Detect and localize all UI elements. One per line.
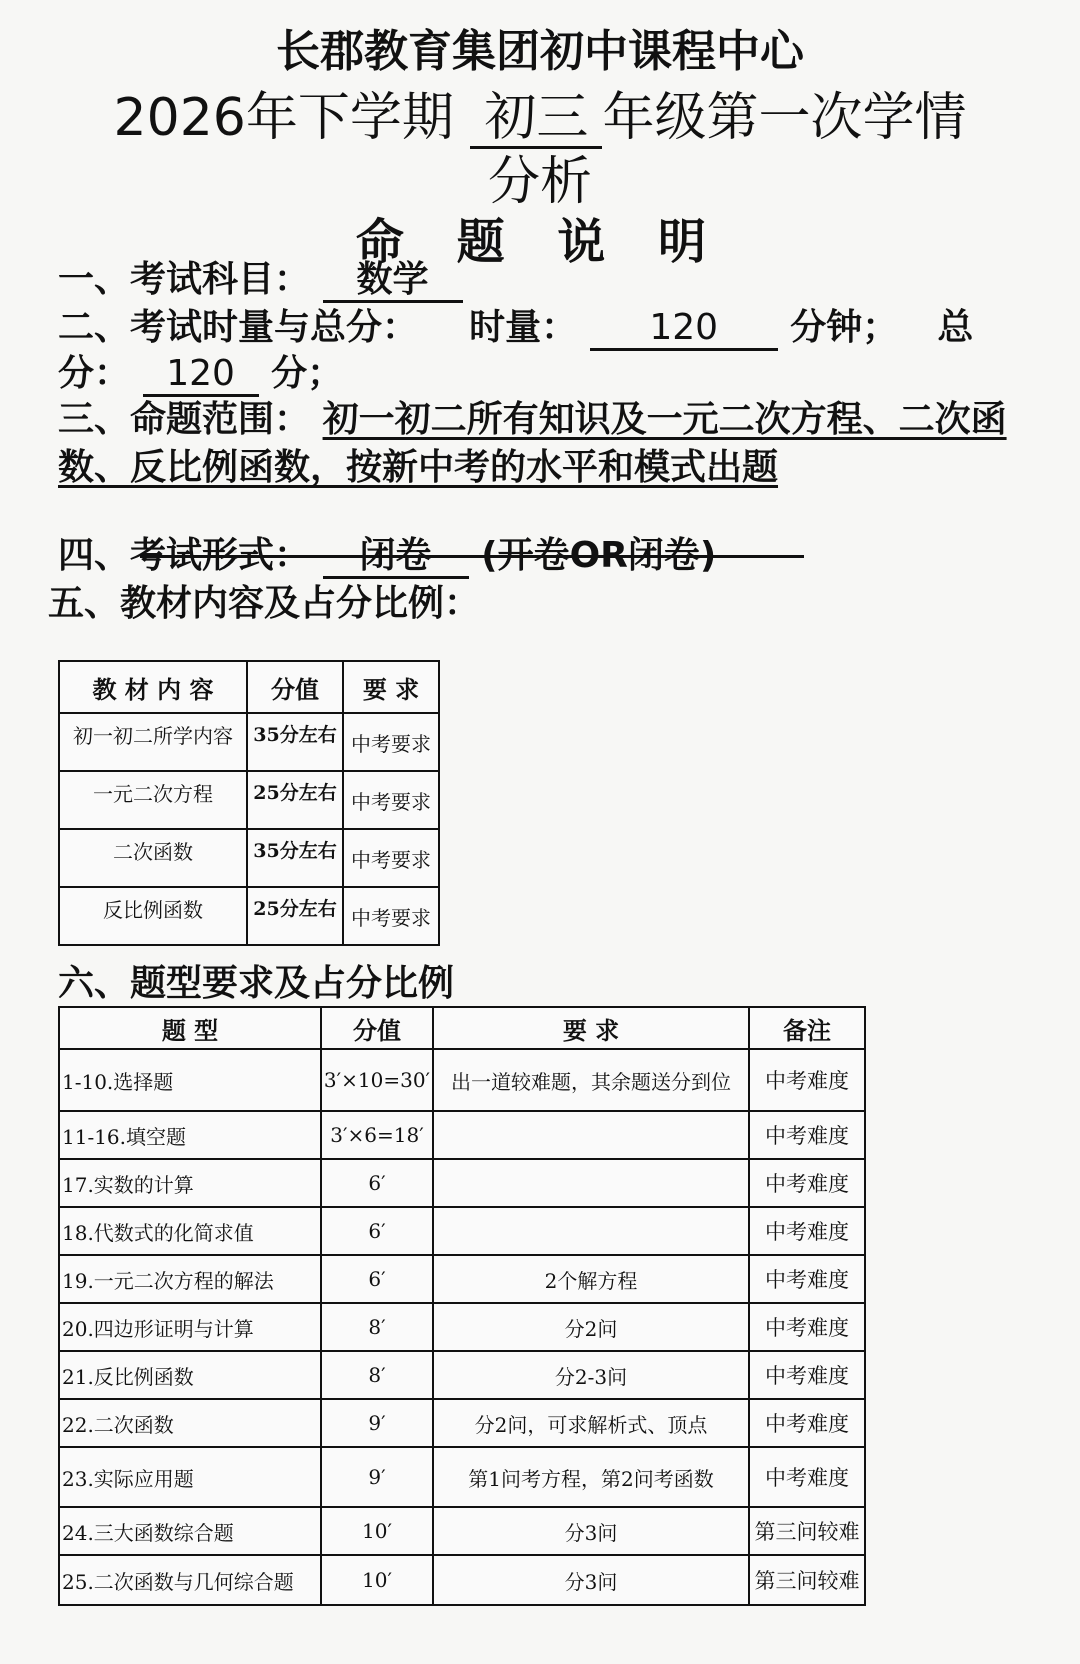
question-type-cell: 22.二次函数 xyxy=(59,1399,321,1447)
question-type-cell: 1-10.选择题 xyxy=(59,1049,321,1111)
requirement-cell: 中考要求 xyxy=(343,713,439,771)
score-cell: 6′ xyxy=(321,1207,433,1255)
subject-label: 一、考试科目： xyxy=(58,259,311,300)
table-row xyxy=(59,1351,865,1399)
scope-label: 三、命题范围： xyxy=(58,399,311,440)
note-cell: 中考难度 xyxy=(749,1447,865,1507)
header-cell: 分值 xyxy=(321,1007,433,1049)
requirement-cell: 分3问 xyxy=(433,1507,749,1555)
time-prefix: 时量： xyxy=(469,307,578,348)
header-cell: 要 求 xyxy=(433,1007,749,1049)
table-row xyxy=(59,1049,865,1111)
total-label-b: 分： xyxy=(58,353,131,394)
table-row xyxy=(59,887,439,945)
requirement-cell: 中考要求 xyxy=(343,829,439,887)
table-row xyxy=(59,1159,865,1207)
time-unit: 分钟； xyxy=(790,307,899,348)
form-value: 闭卷 xyxy=(323,538,469,579)
note-cell: 中考难度 xyxy=(749,1049,865,1111)
note-cell: 中考难度 xyxy=(749,1207,865,1255)
total-value: 120 xyxy=(143,356,259,397)
score-cell: 10′ xyxy=(321,1555,433,1605)
table-row xyxy=(59,829,439,887)
note-cell: 中考难度 xyxy=(749,1303,865,1351)
requirement-cell xyxy=(433,1111,749,1159)
question-type-cell: 23.实际应用题 xyxy=(59,1447,321,1507)
requirement-cell: 分2问 xyxy=(433,1303,749,1351)
content-table-header xyxy=(59,661,439,713)
subject-line xyxy=(58,259,463,303)
table-row xyxy=(59,713,439,771)
table-row xyxy=(59,1255,865,1303)
total-label-a: 总 xyxy=(937,307,974,348)
table-row xyxy=(59,1507,865,1555)
table-row xyxy=(59,1399,865,1447)
grade-value: 初三 xyxy=(470,92,602,149)
score-cell: 8′ xyxy=(321,1351,433,1399)
requirement-cell: 2个解方程 xyxy=(433,1255,749,1303)
term-prefix: 2026年下学期 xyxy=(113,88,454,148)
requirement-cell xyxy=(433,1159,749,1207)
requirement-cell: 中考要求 xyxy=(343,771,439,829)
score-cell: 6′ xyxy=(321,1159,433,1207)
question-type-cell: 21.反比例函数 xyxy=(59,1351,321,1399)
header-cell: 备注 xyxy=(749,1007,865,1049)
score-cell: 35分左右 xyxy=(247,829,343,887)
score-cell: 9′ xyxy=(321,1399,433,1447)
types-heading: 六、题型要求及占分比例 xyxy=(58,963,455,1004)
subject-value: 数学 xyxy=(323,262,463,303)
content-cell: 反比例函数 xyxy=(59,887,247,945)
content-cell: 一元二次方程 xyxy=(59,771,247,829)
doc-title: 命 题 说 明 xyxy=(355,214,725,270)
score-cell: 9′ xyxy=(321,1447,433,1507)
score-cell: 6′ xyxy=(321,1255,433,1303)
score-cell: 3′×10=30′ xyxy=(321,1049,433,1111)
note-cell: 中考难度 xyxy=(749,1159,865,1207)
form-hint: (开卷OR闭卷) xyxy=(481,535,717,576)
total-line xyxy=(58,353,344,397)
requirement-cell xyxy=(433,1207,749,1255)
note-cell: 中考难度 xyxy=(749,1111,865,1159)
requirement-cell: 分2问，可求解析式、顶点 xyxy=(433,1399,749,1447)
scope-value: 初一初二所有知识及一元二次方程、二次函数、反比例函数，按新中考的水平和模式出题 xyxy=(58,399,1007,488)
question-type-cell: 17.实数的计算 xyxy=(59,1159,321,1207)
requirement-cell: 分3问 xyxy=(433,1555,749,1605)
scope-line xyxy=(58,396,1018,492)
time-line xyxy=(58,307,974,351)
types-table xyxy=(58,1006,866,1606)
note-cell: 中考难度 xyxy=(749,1399,865,1447)
org-title: 长郡教育集团初中课程中心 xyxy=(276,26,804,77)
score-cell: 10′ xyxy=(321,1507,433,1555)
score-cell: 25分左右 xyxy=(247,887,343,945)
requirement-cell: 出一道较难题，其余题送分到位 xyxy=(433,1049,749,1111)
requirement-cell: 分2-3问 xyxy=(433,1351,749,1399)
term-title-line2: 分析 xyxy=(487,152,592,212)
score-cell: 8′ xyxy=(321,1303,433,1351)
total-unit: 分； xyxy=(271,353,344,394)
requirement-cell: 第1问考方程，第2问考函数 xyxy=(433,1447,749,1507)
content-heading: 五、教材内容及占分比例： xyxy=(48,583,481,624)
question-type-cell: 24.三大函数综合题 xyxy=(59,1507,321,1555)
table-row xyxy=(59,1447,865,1507)
table-row xyxy=(59,1303,865,1351)
content-table xyxy=(58,660,440,946)
table-row xyxy=(59,771,439,829)
form-line xyxy=(58,535,717,579)
question-type-cell: 20.四边形证明与计算 xyxy=(59,1303,321,1351)
question-type-cell: 19.一元二次方程的解法 xyxy=(59,1255,321,1303)
question-type-cell: 25.二次函数与几何综合题 xyxy=(59,1555,321,1605)
types-table-header xyxy=(59,1007,865,1049)
note-cell: 第三问较难 xyxy=(749,1507,865,1555)
question-type-cell: 11-16.填空题 xyxy=(59,1111,321,1159)
note-cell: 中考难度 xyxy=(749,1351,865,1399)
header-cell: 题 型 xyxy=(59,1007,321,1049)
header-cell: 分值 xyxy=(247,661,343,713)
question-type-cell: 18.代数式的化简求值 xyxy=(59,1207,321,1255)
table-row xyxy=(59,1111,865,1159)
time-value: 120 xyxy=(590,310,778,351)
form-label: 四、考试形式： xyxy=(58,535,311,576)
score-cell: 35分左右 xyxy=(247,713,343,771)
requirement-cell: 中考要求 xyxy=(343,887,439,945)
table-row xyxy=(59,1555,865,1605)
score-cell: 25分左右 xyxy=(247,771,343,829)
note-cell: 中考难度 xyxy=(749,1255,865,1303)
note-cell: 第三问较难 xyxy=(749,1555,865,1605)
time-label: 二、考试时量与总分： xyxy=(58,307,419,348)
header-cell: 教 材 内 容 xyxy=(59,661,247,713)
content-cell: 二次函数 xyxy=(59,829,247,887)
term-title xyxy=(0,88,1080,149)
score-cell: 3′×6=18′ xyxy=(321,1111,433,1159)
table-row xyxy=(59,1207,865,1255)
content-cell: 初一初二所学内容 xyxy=(59,713,247,771)
header-cell: 要 求 xyxy=(343,661,439,713)
term-suffix: 年级第一次学情 xyxy=(602,88,967,148)
